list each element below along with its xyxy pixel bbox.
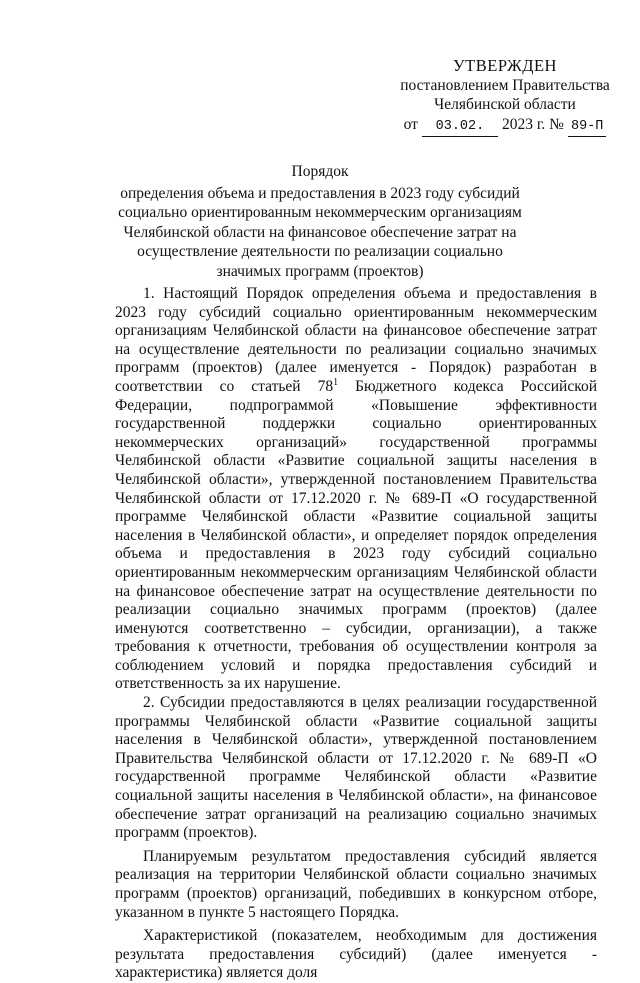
paragraph-1-text-b: Бюджетного кодекса Российской Федерации, подпрограммой «Повышение эффективности государственной поддержки социально ориентированных некоммерческих организаций» государственной программы Челябинской области «Развитие социальной защиты населения в Челябинской области», утвержденной постановлением Правительства Челябинской области от 17.12.2020 г. № 689-П «О государственной программе Челябинской области «Развитие социальной защиты населения в Челябинской области», и определяет порядок определения объема и предоставления в 2023 году субсидий социально ориентированным некоммерческим организациям Челябинской области на финансовое обеспечение затрат на осуществление деятельности по реализации социально значимых программ (проектов) (далее именуются соответственно – субсидии, организации), а также требования к отчетности, требования об осуществлении контроля за соблюдением условий и порядка предоставления субсидий и ответственность за их нарушение.: [115, 377, 597, 693]
approval-date: 03.02.: [422, 117, 498, 138]
article-superscript: 1: [333, 376, 339, 388]
paragraph-1-text-a: 1. Настоящий Порядок определения объема и предоставления в 2023 году субсидий социально ориентированным некоммерческим организациям Челябинской области на финансовое обеспечение затрат на осуществление деятельности по реализации социально значимых программ (проектов) (далее именуется - Порядок) разработан в соответствии со статьей 78: [115, 285, 597, 395]
document-title: [110, 162, 530, 281]
approval-line-2: Челябинской области: [434, 96, 576, 113]
approval-heading: УТВЕРЖДЕН: [453, 56, 557, 75]
document-body: [115, 285, 597, 983]
approval-date-line: [390, 115, 620, 138]
year-label: 2023 г. №: [501, 115, 564, 133]
paragraph-2: 2. Субсидии предоставляются в целях реализации государственной программы Челябинской области «Развитие социальной защиты населения в Челябинской области», утвержденной постановлением Правительства Челябинской области от 17.12.2020 г. № 689-П «О государственной программе Челябинской области «Развитие социальной защиты населения в Челябинской области», на финансовое обеспечение затрат организаций на реализацию социально значимых программ (проектов).: [115, 694, 597, 842]
paragraph-4: Характеристикой (показателем, необходимым для достижения результата предоставления субсидий) (далее именуется - характеристика) является доля: [115, 927, 597, 982]
approval-line-1: постановлением Правительства: [400, 76, 610, 94]
approval-block: [390, 56, 620, 137]
from-label: от: [403, 115, 418, 133]
approval-number: 89-П: [568, 117, 606, 138]
title-line-1: Порядок: [291, 163, 349, 180]
title-line-2: определения объема и предоставления в 2023 году субсидий социально ориентированным некоммерческим организациям Челябинской области на финансовое обеспечение затрат на осуществление деятельности по реализации социально значимых программ (проектов): [118, 184, 522, 280]
paragraph-3: Планируемым результатом предоставления субсидий является реализация на территории Челябинской области социально значимых программ (проектов) организаций, победивших в конкурсном отборе, указанном в пункте 5 настоящего Порядка.: [115, 847, 597, 921]
paragraph-1: [115, 285, 597, 694]
